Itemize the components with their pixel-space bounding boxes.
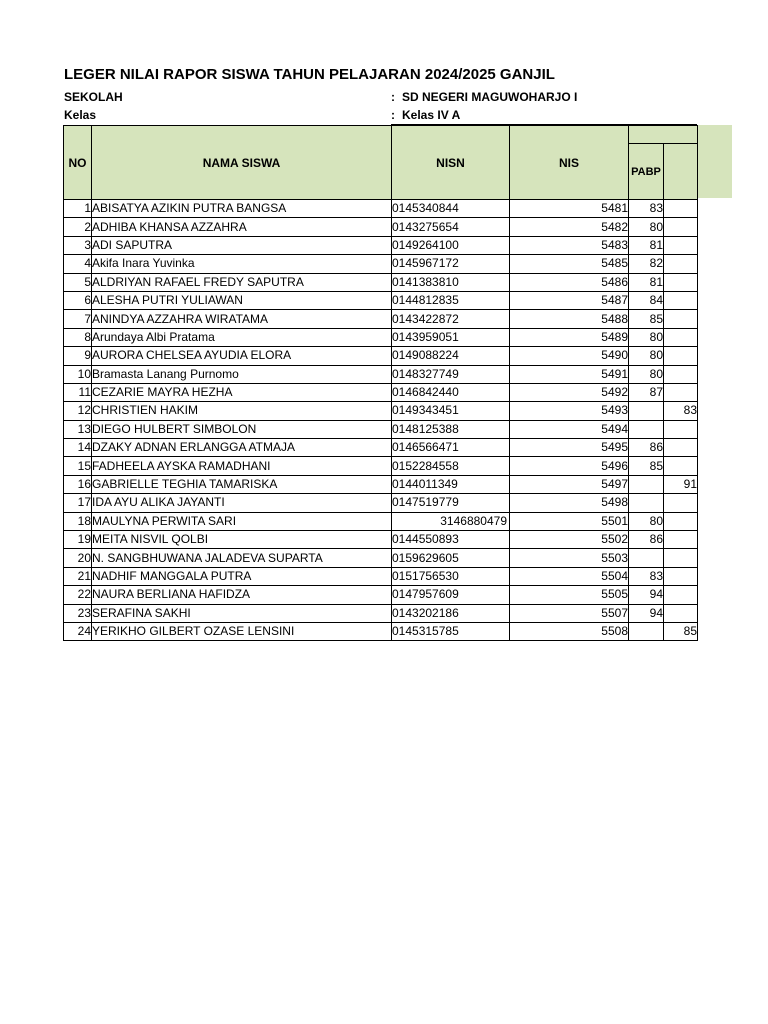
cell-grade: 85 <box>664 622 698 640</box>
cell-nis: 5482 <box>510 218 629 236</box>
cell-pabp <box>629 622 664 640</box>
cell-grade <box>664 255 698 273</box>
cell-nis: 5491 <box>510 365 629 383</box>
cell-nama-siswa: NADHIF MANGGALA PUTRA <box>92 567 392 585</box>
cell-pabp: 80 <box>629 218 664 236</box>
kelas-colon: : <box>391 108 395 122</box>
page-title: LEGER NILAI RAPOR SISWA TAHUN PELAJARAN 2024/2025 GANJIL <box>64 66 555 83</box>
cell-nama-siswa: YERIKHO GILBERT OZASE LENSINI <box>92 622 392 640</box>
table-row <box>64 494 698 512</box>
col-header-pabp: PABP <box>629 144 664 200</box>
cell-no: 14 <box>64 439 92 457</box>
cell-no: 3 <box>64 236 92 254</box>
cell-grade <box>664 310 698 328</box>
cell-nisn: 3146880479 <box>392 512 510 530</box>
cell-nama-siswa: CEZARIE MAYRA HEZHA <box>92 383 392 401</box>
cell-nisn: 0145315785 <box>392 622 510 640</box>
cell-nisn: 0159629605 <box>392 549 510 567</box>
cell-nis: 5508 <box>510 622 629 640</box>
kelas-value: Kelas IV A <box>402 108 461 122</box>
cell-no: 4 <box>64 255 92 273</box>
cell-nama-siswa: SERAFINA SAKHI <box>92 604 392 622</box>
cell-no: 9 <box>64 347 92 365</box>
table-row <box>64 291 698 309</box>
table-row <box>64 549 698 567</box>
cell-nisn: 0145967172 <box>392 255 510 273</box>
cell-nisn: 0146842440 <box>392 383 510 401</box>
cell-grade <box>664 494 698 512</box>
cell-nama-siswa: GABRIELLE TEGHIA TAMARISKA <box>92 475 392 493</box>
table-row <box>64 402 698 420</box>
cell-pabp <box>629 475 664 493</box>
cell-nisn: 0147519779 <box>392 494 510 512</box>
cell-pabp: 87 <box>629 383 664 401</box>
cell-pabp <box>629 549 664 567</box>
cell-nama-siswa: N. SANGBHUWANA JALADEVA SUPARTA <box>92 549 392 567</box>
table-row <box>64 475 698 493</box>
cell-grade: 83 <box>664 402 698 420</box>
cell-nisn: 0143959051 <box>392 328 510 346</box>
cell-nis: 5503 <box>510 549 629 567</box>
cell-nisn: 0143422872 <box>392 310 510 328</box>
cell-nis: 5485 <box>510 255 629 273</box>
cell-no: 13 <box>64 420 92 438</box>
cell-nis: 5507 <box>510 604 629 622</box>
table-row <box>64 347 698 365</box>
cell-nis: 5501 <box>510 512 629 530</box>
col-header-blank <box>664 144 698 200</box>
cell-nisn: 0144812835 <box>392 291 510 309</box>
cell-no: 2 <box>64 218 92 236</box>
cell-pabp <box>629 402 664 420</box>
table-row <box>64 365 698 383</box>
table-row <box>64 273 698 291</box>
cell-no: 5 <box>64 273 92 291</box>
cell-nama-siswa: ADI SAPUTRA <box>92 236 392 254</box>
cell-no: 24 <box>64 622 92 640</box>
cell-nisn: 0141383810 <box>392 273 510 291</box>
cell-pabp: 82 <box>629 255 664 273</box>
cell-nama-siswa: ALDRIYAN RAFAEL FREDY SAPUTRA <box>92 273 392 291</box>
cell-nis: 5496 <box>510 457 629 475</box>
cell-nama-siswa: DIEGO HULBERT SIMBOLON <box>92 420 392 438</box>
cell-grade: 91 <box>664 475 698 493</box>
header-extension <box>697 125 732 198</box>
cell-grade <box>664 347 698 365</box>
table-row <box>64 512 698 530</box>
col-header-nama: NAMA SISWA <box>92 126 392 200</box>
cell-nis: 5494 <box>510 420 629 438</box>
cell-no: 20 <box>64 549 92 567</box>
cell-grade <box>664 439 698 457</box>
table-row <box>64 531 698 549</box>
cell-pabp: 80 <box>629 365 664 383</box>
cell-pabp: 94 <box>629 604 664 622</box>
table-row <box>64 310 698 328</box>
cell-nisn: 0149088224 <box>392 347 510 365</box>
cell-nisn: 0143275654 <box>392 218 510 236</box>
cell-nama-siswa: Bramasta Lanang Purnomo <box>92 365 392 383</box>
cell-pabp: 80 <box>629 512 664 530</box>
cell-nis: 5497 <box>510 475 629 493</box>
cell-no: 18 <box>64 512 92 530</box>
sekolah-colon: : <box>391 90 395 104</box>
cell-nama-siswa: ADHIBA KHANSA AZZAHRA <box>92 218 392 236</box>
sekolah-label: SEKOLAH <box>64 90 123 104</box>
cell-pabp: 85 <box>629 310 664 328</box>
cell-nama-siswa: DZAKY ADNAN ERLANGGA ATMAJA <box>92 439 392 457</box>
cell-nis: 5488 <box>510 310 629 328</box>
table-row <box>64 420 698 438</box>
table-row <box>64 218 698 236</box>
kelas-row <box>64 106 461 124</box>
col-header-group <box>629 126 698 144</box>
cell-grade <box>664 365 698 383</box>
cell-grade <box>664 291 698 309</box>
cell-nis: 5504 <box>510 567 629 585</box>
cell-nis: 5483 <box>510 236 629 254</box>
cell-nisn: 0149264100 <box>392 236 510 254</box>
cell-no: 19 <box>64 531 92 549</box>
kelas-label: Kelas <box>64 108 97 122</box>
cell-nis: 5481 <box>510 200 629 218</box>
cell-grade <box>664 273 698 291</box>
col-header-no: NO <box>64 126 92 200</box>
cell-no: 12 <box>64 402 92 420</box>
table-body <box>64 200 698 641</box>
cell-grade <box>664 218 698 236</box>
cell-nis: 5487 <box>510 291 629 309</box>
cell-pabp <box>629 420 664 438</box>
cell-no: 11 <box>64 383 92 401</box>
cell-grade <box>664 457 698 475</box>
cell-pabp: 84 <box>629 291 664 309</box>
cell-pabp: 85 <box>629 457 664 475</box>
cell-nisn: 0149343451 <box>392 402 510 420</box>
cell-nis: 5492 <box>510 383 629 401</box>
cell-nisn: 0151756530 <box>392 567 510 585</box>
sekolah-row <box>64 88 578 106</box>
cell-nis: 5498 <box>510 494 629 512</box>
cell-nama-siswa: Akifa Inara Yuvinka <box>92 255 392 273</box>
table-row <box>64 586 698 604</box>
cell-nama-siswa: FADHEELA AYSKA RAMADHANI <box>92 457 392 475</box>
cell-grade <box>664 586 698 604</box>
cell-pabp: 83 <box>629 200 664 218</box>
cell-no: 6 <box>64 291 92 309</box>
cell-nis: 5505 <box>510 586 629 604</box>
cell-nis: 5489 <box>510 328 629 346</box>
cell-nama-siswa: IDA AYU ALIKA JAYANTI <box>92 494 392 512</box>
cell-pabp: 86 <box>629 531 664 549</box>
cell-pabp: 83 <box>629 567 664 585</box>
cell-grade <box>664 236 698 254</box>
cell-nama-siswa: NAURA BERLIANA HAFIDZA <box>92 586 392 604</box>
cell-no: 23 <box>64 604 92 622</box>
cell-pabp: 81 <box>629 236 664 254</box>
sekolah-value: SD NEGERI MAGUWOHARJO I <box>402 90 578 104</box>
cell-nisn: 0145340844 <box>392 200 510 218</box>
cell-nis: 5486 <box>510 273 629 291</box>
cell-no: 10 <box>64 365 92 383</box>
col-header-nisn: NISN <box>392 126 510 200</box>
cell-nisn: 0152284558 <box>392 457 510 475</box>
cell-nama-siswa: AURORA CHELSEA AYUDIA ELORA <box>92 347 392 365</box>
cell-pabp: 80 <box>629 347 664 365</box>
cell-pabp <box>629 494 664 512</box>
cell-grade <box>664 200 698 218</box>
cell-pabp: 86 <box>629 439 664 457</box>
table-row <box>64 328 698 346</box>
table-row <box>64 383 698 401</box>
table-row <box>64 200 698 218</box>
cell-no: 22 <box>64 586 92 604</box>
cell-nisn: 0143202186 <box>392 604 510 622</box>
cell-nisn: 0147957609 <box>392 586 510 604</box>
table-row <box>64 236 698 254</box>
cell-grade <box>664 512 698 530</box>
table-row <box>64 567 698 585</box>
cell-nama-siswa: MEITA NISVIL QOLBI <box>92 531 392 549</box>
table-row <box>64 604 698 622</box>
cell-grade <box>664 531 698 549</box>
cell-grade <box>664 604 698 622</box>
leger-table <box>63 125 698 641</box>
table-row <box>64 439 698 457</box>
cell-no: 17 <box>64 494 92 512</box>
cell-nama-siswa: ANINDYA AZZAHRA WIRATAMA <box>92 310 392 328</box>
cell-pabp: 94 <box>629 586 664 604</box>
table-row <box>64 457 698 475</box>
cell-nis: 5502 <box>510 531 629 549</box>
cell-nama-siswa: MAULYNA PERWITA SARI <box>92 512 392 530</box>
cell-no: 21 <box>64 567 92 585</box>
cell-nisn: 0146566471 <box>392 439 510 457</box>
table-row <box>64 255 698 273</box>
cell-nama-siswa: Arundaya Albi Pratama <box>92 328 392 346</box>
cell-nis: 5493 <box>510 402 629 420</box>
cell-no: 8 <box>64 328 92 346</box>
cell-pabp: 81 <box>629 273 664 291</box>
cell-no: 16 <box>64 475 92 493</box>
cell-grade <box>664 383 698 401</box>
cell-pabp: 80 <box>629 328 664 346</box>
table-row <box>64 622 698 640</box>
cell-no: 1 <box>64 200 92 218</box>
cell-grade <box>664 420 698 438</box>
cell-no: 7 <box>64 310 92 328</box>
cell-nisn: 0144011349 <box>392 475 510 493</box>
cell-nama-siswa: CHRISTIEN HAKIM <box>92 402 392 420</box>
cell-nis: 5490 <box>510 347 629 365</box>
cell-nisn: 0148327749 <box>392 365 510 383</box>
cell-nama-siswa: ABISATYA AZIKIN PUTRA BANGSA <box>92 200 392 218</box>
cell-nis: 5495 <box>510 439 629 457</box>
cell-nama-siswa: ALESHA PUTRI YULIAWAN <box>92 291 392 309</box>
cell-grade <box>664 328 698 346</box>
cell-nisn: 0144550893 <box>392 531 510 549</box>
col-header-nis: NIS <box>510 126 629 200</box>
cell-grade <box>664 549 698 567</box>
cell-nisn: 0148125388 <box>392 420 510 438</box>
cell-no: 15 <box>64 457 92 475</box>
cell-grade <box>664 567 698 585</box>
